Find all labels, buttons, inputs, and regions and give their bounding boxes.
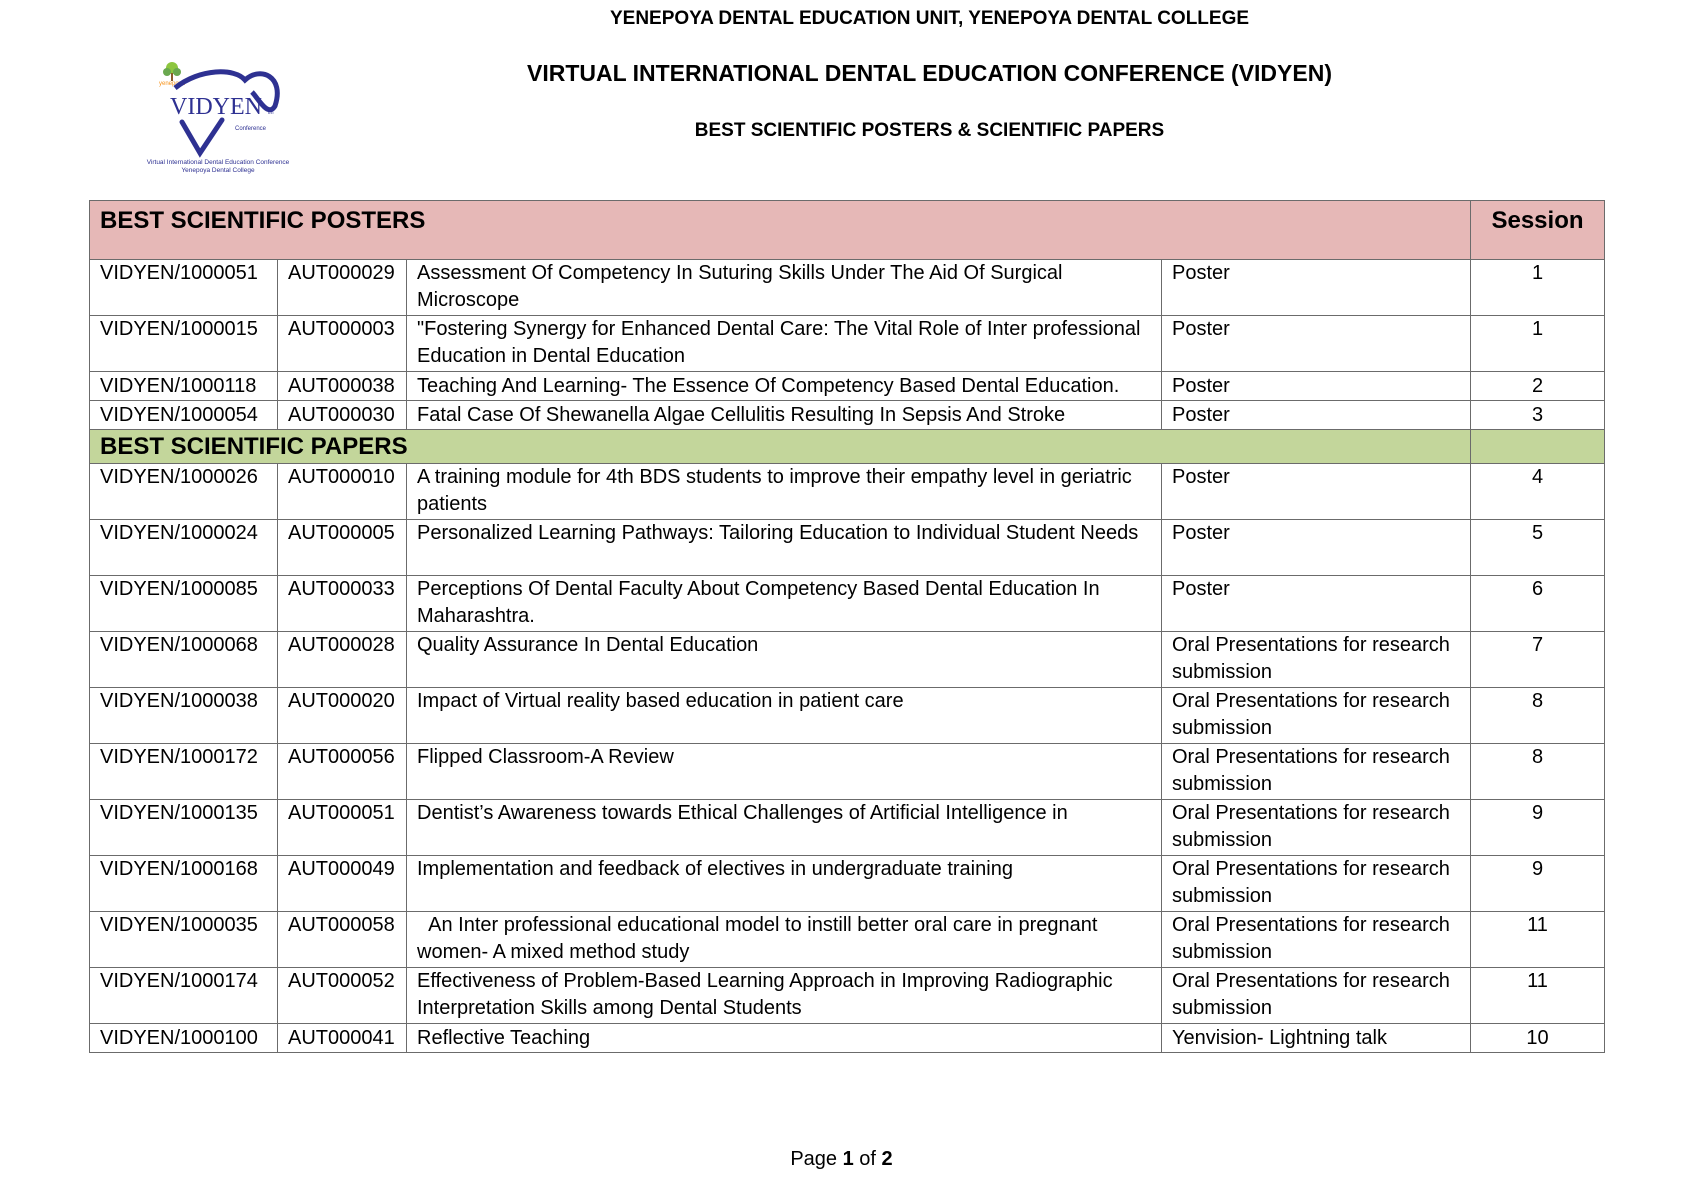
table-row — [90, 744, 1605, 800]
title-cell: Flipped Classroom-A Review — [407, 744, 1162, 800]
session-cell: 8 — [1471, 688, 1605, 744]
institution-heading: YENEPOYA DENTAL EDUCATION UNIT, YENEPOYA DENTAL COLLEGE — [609, 8, 1250, 29]
category-cell: Oral Presentations for research submission — [1162, 744, 1471, 800]
submission-id-cell: VIDYEN/1000035 — [90, 912, 278, 968]
table-row — [90, 632, 1605, 688]
vidyen-logo-graphic — [140, 58, 320, 178]
author-id-cell: AUT000029 — [278, 260, 407, 316]
category-cell: Oral Presentations for research submission — [1162, 968, 1471, 1024]
title-cell: Personalized Learning Pathways: Tailoring Education to Individual Student Needs — [407, 520, 1162, 576]
table-row — [90, 800, 1605, 856]
logo-tag: Conference — [235, 126, 267, 132]
section-header-posters — [90, 201, 1605, 260]
title-cell: Reflective Teaching — [407, 1024, 1162, 1053]
title-cell: Dentist’s Awareness towards Ethical Challenges of Artificial Intelligence in — [407, 800, 1162, 856]
category-cell: Yenvision- Lightning talk — [1162, 1024, 1471, 1053]
submission-id-cell: VIDYEN/1000068 — [90, 632, 278, 688]
author-id-cell: AUT000038 — [278, 372, 407, 401]
category-cell: Poster — [1162, 464, 1471, 520]
session-cell: 10 — [1471, 1024, 1605, 1053]
author-id-cell: AUT000052 — [278, 968, 407, 1024]
session-cell: 8 — [1471, 744, 1605, 800]
category-cell: Poster — [1162, 372, 1471, 401]
session-cell: 5 — [1471, 520, 1605, 576]
session-cell: 11 — [1471, 912, 1605, 968]
submission-id-cell: VIDYEN/1000135 — [90, 800, 278, 856]
page-footer — [0, 1148, 1683, 1171]
table-row — [90, 968, 1605, 1024]
session-cell: 1 — [1471, 316, 1605, 372]
logo-line1: Virtual International Dental Education Conference — [146, 159, 290, 166]
author-id-cell: AUT000051 — [278, 800, 407, 856]
title-cell: "Fostering Synergy for Enhanced Dental Care: The Vital Role of Inter professional Education in Dental Education — [407, 316, 1162, 372]
category-cell: Oral Presentations for research submission — [1162, 800, 1471, 856]
author-id-cell: AUT000030 — [278, 401, 407, 430]
section-label-papers: BEST SCIENTIFIC PAPERS — [90, 430, 1471, 464]
logo-suffix: tm — [268, 110, 274, 116]
submission-id-cell: VIDYEN/1000100 — [90, 1024, 278, 1053]
table-row — [90, 856, 1605, 912]
session-cell: 4 — [1471, 464, 1605, 520]
session-cell: 1 — [1471, 260, 1605, 316]
category-cell: Poster — [1162, 576, 1471, 632]
submission-id-cell: VIDYEN/1000054 — [90, 401, 278, 430]
category-cell: Poster — [1162, 260, 1471, 316]
session-cell: 7 — [1471, 632, 1605, 688]
author-id-cell: AUT000056 — [278, 744, 407, 800]
submission-id-cell: VIDYEN/1000168 — [90, 856, 278, 912]
session-cell: 11 — [1471, 968, 1605, 1024]
category-cell: Oral Presentations for research submission — [1162, 856, 1471, 912]
table-row — [90, 464, 1605, 520]
author-id-cell: AUT000010 — [278, 464, 407, 520]
table-row — [90, 1024, 1605, 1053]
submission-id-cell: VIDYEN/1000024 — [90, 520, 278, 576]
author-id-cell: AUT000020 — [278, 688, 407, 744]
table-row — [90, 576, 1605, 632]
page-current: 1 — [842, 1148, 854, 1170]
page-prefix: Page — [790, 1148, 843, 1170]
session-cell: 3 — [1471, 401, 1605, 430]
page-total: 2 — [881, 1148, 893, 1170]
submission-id-cell: VIDYEN/1000026 — [90, 464, 278, 520]
category-cell: Oral Presentations for research submission — [1162, 912, 1471, 968]
session-column-header: Session — [1471, 201, 1605, 260]
section-header-papers — [90, 430, 1605, 464]
session-cell: 6 — [1471, 576, 1605, 632]
table-row — [90, 316, 1605, 372]
conference-title: VIRTUAL INTERNATIONAL DENTAL EDUCATION CONFERENCE (VIDYEN) — [526, 60, 1332, 86]
title-cell: Assessment Of Competency In Suturing Skills Under The Aid Of Surgical Microscope — [407, 260, 1162, 316]
table-row — [90, 912, 1605, 968]
author-id-cell: AUT000049 — [278, 856, 407, 912]
table-row — [90, 401, 1605, 430]
title-cell: An Inter professional educational model to instill better oral care in pregnant women- A mixed method study — [407, 912, 1162, 968]
submission-id-cell: VIDYEN/1000015 — [90, 316, 278, 372]
author-id-cell: AUT000005 — [278, 520, 407, 576]
table-row — [90, 372, 1605, 401]
title-cell: Impact of Virtual reality based education in patient care — [407, 688, 1162, 744]
title-cell: A training module for 4th BDS students to improve their empathy level in geriatric patients — [407, 464, 1162, 520]
author-id-cell: AUT000003 — [278, 316, 407, 372]
submission-id-cell: VIDYEN/1000038 — [90, 688, 278, 744]
category-cell: Poster — [1162, 401, 1471, 430]
submission-id-cell: VIDYEN/1000174 — [90, 968, 278, 1024]
title-cell: Perceptions Of Dental Faculty About Competency Based Dental Education In Maharashtra. — [407, 576, 1162, 632]
submission-id-cell: VIDYEN/1000085 — [90, 576, 278, 632]
title-cell: Effectiveness of Problem-Based Learning Approach in Improving Radiographic Interpretation Skills among Dental Students — [407, 968, 1162, 1024]
submission-id-cell: VIDYEN/1000172 — [90, 744, 278, 800]
author-id-cell: AUT000033 — [278, 576, 407, 632]
session-cell: 9 — [1471, 856, 1605, 912]
title-cell: Quality Assurance In Dental Education — [407, 632, 1162, 688]
table-row — [90, 260, 1605, 316]
table-row — [90, 520, 1605, 576]
category-cell: Poster — [1162, 316, 1471, 372]
title-cell: Teaching And Learning- The Essence Of Competency Based Dental Education. — [407, 372, 1162, 401]
logo-line2: Yenepoya Dental College — [181, 167, 255, 174]
awards-table — [89, 200, 1605, 1053]
submission-id-cell: VIDYEN/1000118 — [90, 372, 278, 401]
session-cell: 9 — [1471, 800, 1605, 856]
submission-id-cell: VIDYEN/1000051 — [90, 260, 278, 316]
section-label-posters: BEST SCIENTIFIC POSTERS — [90, 201, 1471, 260]
category-cell: Poster — [1162, 520, 1471, 576]
table-row — [90, 688, 1605, 744]
category-cell: Oral Presentations for research submission — [1162, 632, 1471, 688]
author-id-cell: AUT000041 — [278, 1024, 407, 1053]
author-id-cell: AUT000058 — [278, 912, 407, 968]
section-session-empty — [1471, 430, 1605, 464]
category-cell: Oral Presentations for research submission — [1162, 688, 1471, 744]
vidyen-logo — [140, 58, 320, 178]
logo-small-brand: yenepoya — [158, 81, 186, 87]
logo-brand: VIDYEN — [170, 94, 262, 120]
title-cell: Implementation and feedback of electives in undergraduate training — [407, 856, 1162, 912]
session-cell: 2 — [1471, 372, 1605, 401]
title-cell: Fatal Case Of Shewanella Algae Cellulitis Resulting In Sepsis And Stroke — [407, 401, 1162, 430]
page-middle: of — [853, 1148, 882, 1170]
author-id-cell: AUT000028 — [278, 632, 407, 688]
document-subtitle: BEST SCIENTIFIC POSTERS & SCIENTIFIC PAPERS — [694, 120, 1165, 141]
